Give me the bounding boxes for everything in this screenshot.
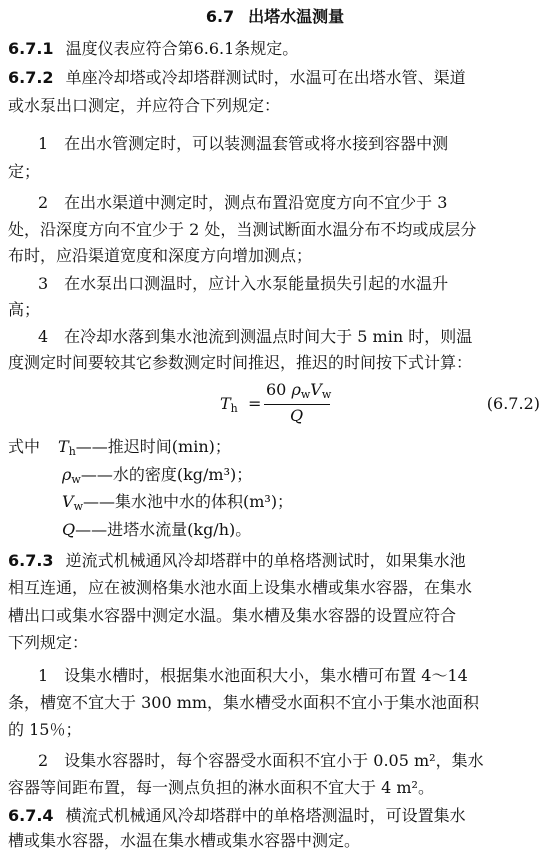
item-1-line-2: 条，槽宽不宜大于 300 mm，集水槽受水面积不宜小于集水池面积	[8, 693, 480, 712]
item-4-line-2: 度测定时间要较其它参数测定时间推迟，推迟的时间按下式计算：	[8, 353, 473, 372]
where-symbol: Q	[62, 520, 76, 539]
clause-6-7-2-line-2: 或水泵出口测定，并应符合下列规定：	[8, 96, 281, 115]
item-2-line-3: 布时，应沿渠道宽度和深度方向增加测点；	[8, 246, 313, 265]
fraction-bar	[264, 404, 330, 405]
clause-6-7-4-line-1	[8, 805, 544, 827]
section-number: 6.7	[205, 7, 235, 26]
item-3-line-2: 高；	[8, 300, 41, 319]
where-line-3	[62, 491, 544, 518]
clause-number: 6.7.1	[8, 39, 54, 58]
where-symbol: ρ	[62, 465, 72, 484]
section-heading	[0, 6, 550, 28]
where-symbol: T	[58, 437, 69, 456]
item-1-line-1: 1 在出水管测定时，可以装测温套管或将水接到容器中测	[38, 134, 449, 153]
equation-number: (6.7.2)	[486, 394, 540, 413]
item-1-line-2: 定；	[8, 162, 41, 181]
clause-6-7-2-line-1	[8, 67, 544, 89]
item-2-line-1: 2 在出水渠道中测定时，测点布置沿宽度方向不宜少于 3	[38, 193, 448, 212]
clause-6-7-1	[8, 38, 544, 60]
where-desc: ——水的密度(kg/m³)；	[80, 465, 253, 484]
item-2-line-1: 2 设集水容器时，每个容器受水面积不宜小于 0.05 m²，集水	[38, 751, 484, 770]
where-line-4	[62, 519, 544, 546]
where-line-2	[62, 464, 544, 491]
clause-6-7-3-line-3: 槽出口或集水容器中测定水温。集水槽及集水容器的设置应符合	[8, 606, 457, 625]
where-lead: 式中	[8, 437, 41, 456]
clause-number: 6.7.3	[8, 551, 54, 570]
clause-6-7-3-line-2: 相互连通，应在被测格集水池水面上设集水槽或集水容器，在集水	[8, 578, 473, 597]
clause-6-7-4-line-2: 槽或集水容器，水温在集水槽或集水容器中测定。	[8, 831, 361, 850]
formula-denominator: Q	[290, 406, 304, 425]
clause-number: 6.7.4	[8, 806, 54, 825]
clause-text: 横流式机械通风冷却塔群中的单格塔测温时，可设置集水	[65, 806, 466, 825]
item-4-line-1: 4 在冷却水落到集水池流到测温点时间大于 5 min 时，则温	[38, 327, 473, 346]
where-line-1	[8, 436, 544, 463]
where-symbol-sub: h	[68, 445, 76, 458]
where-desc: ——进塔水流量(kg/h)。	[75, 520, 252, 539]
formula-equals: =	[248, 394, 262, 413]
clause-number: 6.7.2	[8, 68, 54, 87]
formula-numerator: 60 $\rho_wV_w$	[266, 380, 332, 401]
item-1-line-1: 1 设集水槽时，根据集水池面积大小，集水槽可布置 4～14	[38, 666, 468, 685]
delay-formula	[220, 380, 340, 430]
section-title: 出塔水温测量	[248, 7, 345, 26]
where-symbol: V	[62, 492, 74, 511]
item-2-line-2: 容器等间距布置，每一测点负担的淋水面积不宜大于 4 m²。	[8, 778, 434, 797]
clause-text: 温度仪表应符合第6.6.1条规定。	[65, 39, 299, 58]
clause-6-7-3-line-1	[8, 550, 544, 572]
clause-6-7-3-line-4: 下列规定：	[8, 633, 89, 652]
where-symbol-sub: w	[71, 473, 81, 486]
item-2-line-2: 处，沿深度方向不宜少于 2 处，当测试断面水温分布不均或成层分	[8, 220, 477, 239]
where-desc: ——集水池中水的体积(m³)；	[82, 492, 294, 511]
clause-text: 单座冷却塔或冷却塔群测试时，水温可在出塔水管、渠道	[65, 68, 466, 87]
item-3-line-1: 3 在水泵出口测温时，应计入水泵能量损失引起的水温升	[38, 274, 449, 293]
formula-lhs: $T_h$	[220, 394, 238, 415]
clause-text: 逆流式机械通风冷却塔群中的单格塔测试时，如果集水池	[65, 551, 466, 570]
where-symbol-sub: w	[73, 500, 83, 513]
where-desc: ——推迟时间(min)；	[75, 437, 231, 456]
item-1-line-3: 的 15％；	[8, 720, 82, 739]
